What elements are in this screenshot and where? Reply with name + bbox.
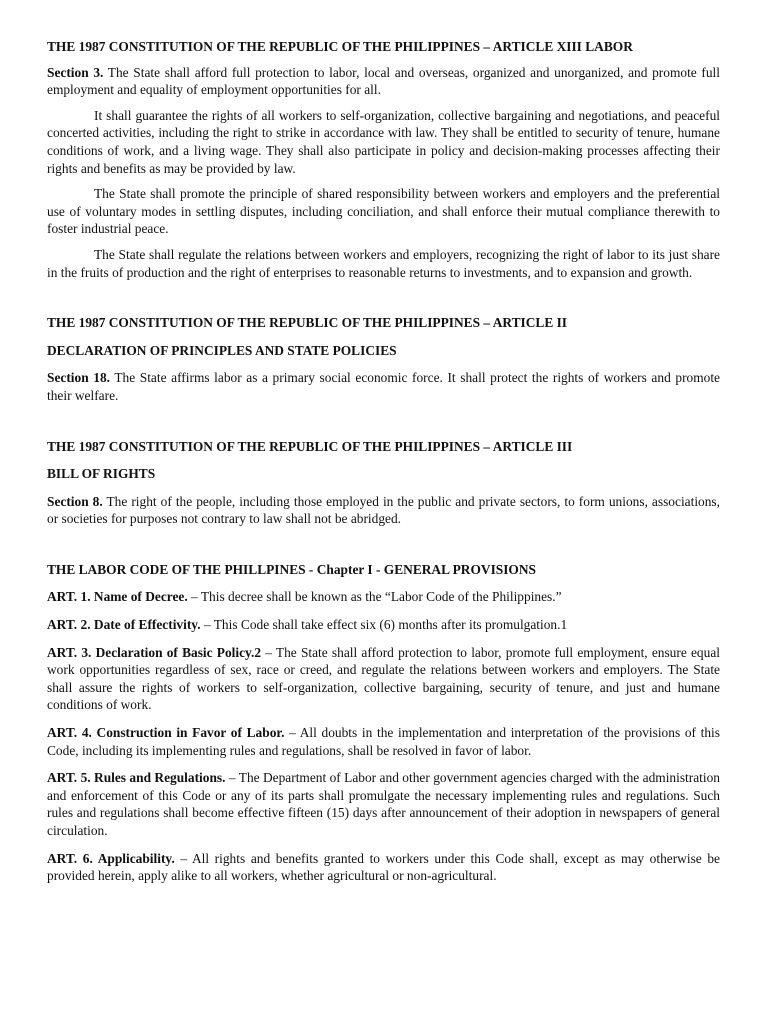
labor-code-art-2 [47,616,720,634]
labor-code-art-5 [47,769,720,839]
labor-code-art-3 [47,644,720,714]
article-3-subheading: BILL OF RIGHTS [47,466,156,482]
section-3-label: Section 3. [47,64,104,80]
art-2-text: – This Code shall take effect six (6) months after its promulgation.1 [200,617,568,633]
article-13-paragraph-3: The State shall promote the principle of shared responsibility between workers and employers and the preferential use of voluntary modes in settling disputes, including conciliation, and shall enforce their mutual compliance therewith to foster industrial peace. [47,186,720,237]
art-6-label: ART. 6. Applicability. [47,850,175,866]
labor-code-art-1 [47,588,720,606]
labor-code-art-4 [47,724,720,759]
art-4-text: – All doubts in the implementation and interpretation of the provisions of this Code, including its implementing rules and regulations, shall be resolved in favor of labor. [47,725,720,758]
section-3-text: The State shall afford full protection to labor, local and overseas, organized and unorganized, and promote full employment and equality of employment opportunities for all. [47,64,720,98]
art-5-text: – The Department of Labor and other government agencies charged with the administration and enforcement of this Code or any of its parts shall promulgate the necessary implementing rules and regulations. Such rules and regulations shall become effective fifteen (15) days after announcement of their adoption in newspapers of general circulation. [47,770,720,838]
section-8-text: The right of the people, including those employed in the public and private sectors, to form unions, associations, or societies for purposes not contrary to law shall not be abridged. [47,493,720,527]
art-6-text: – All rights and benefits granted to workers under this Code shall, except as may otherwise be provided herein, apply alike to all workers, whether agricultural or non-agricultural. [47,850,720,884]
article-3-section-8 [47,493,720,528]
section-18-label: Section 18. [47,370,110,386]
article-13-heading: THE 1987 CONSTITUTION OF THE REPUBLIC OF THE PHILIPPINES – ARTICLE XIII LABOR [47,39,633,54]
article-2-section-18 [47,369,720,404]
art-3-label: ART. 3. Declaration of Basic Policy.2 [47,644,262,660]
article-2-subheading: DECLARATION OF PRINCIPLES AND STATE POLICIES [47,342,397,358]
section-18-text: The State affirms labor as a primary social economic force. It shall protect the rights of workers and promote their welfare. [47,370,720,403]
art-1-label: ART. 1. Name of Decree. [47,589,188,605]
art-2-label: ART. 2. Date of Effectivity. [47,617,201,633]
article-3-heading: THE 1987 CONSTITUTION OF THE REPUBLIC OF THE PHILIPPINES – ARTICLE III [47,438,573,454]
document-page [47,38,720,885]
art-4-label: ART. 4. Construction in Favor of Labor. [47,725,285,741]
art-1-text: – This decree shall be known as the “Labor Code of the Philippines.” [187,589,562,605]
article-13-paragraph-2: It shall guarantee the rights of all workers to self-organization, collective bargaining and negotiations, and peaceful concerted activities, including the right to strike in accordance with law. They shall be entitled to security of tenure, humane conditions of work, and a living wage. They shall also participate in policy and decision-making processes affecting their rights and benefits as may be provided by law. [47,107,720,176]
article-13-paragraph-4: The State shall regulate the relations between workers and employers, recognizing the right of labor to its just share in the fruits of production and the right of enterprises to reasonable returns to investments, and to expansion and growth. [47,246,720,280]
art-5-label: ART. 5. Rules and Regulations. [47,770,226,786]
article-13-section-3 [47,64,720,99]
labor-code-art-6 [47,850,720,885]
section-8-label: Section 8. [47,493,103,509]
article-2-heading: THE 1987 CONSTITUTION OF THE REPUBLIC OF THE PHILIPPINES – ARTICLE II [47,315,568,331]
art-3-text: – The State shall afford protection to labor, promote full employment, ensure equal work opportunities regardless of sex, race or creed, and regulate the relations between workers and employers. The State shall assure the rights of workers to self-organization, collective bargaining, security of tenure, and just and humane conditions of work. [47,644,720,713]
labor-code-heading: THE LABOR CODE OF THE PHILLPINES - Chapter I - GENERAL PROVISIONS [47,561,536,577]
